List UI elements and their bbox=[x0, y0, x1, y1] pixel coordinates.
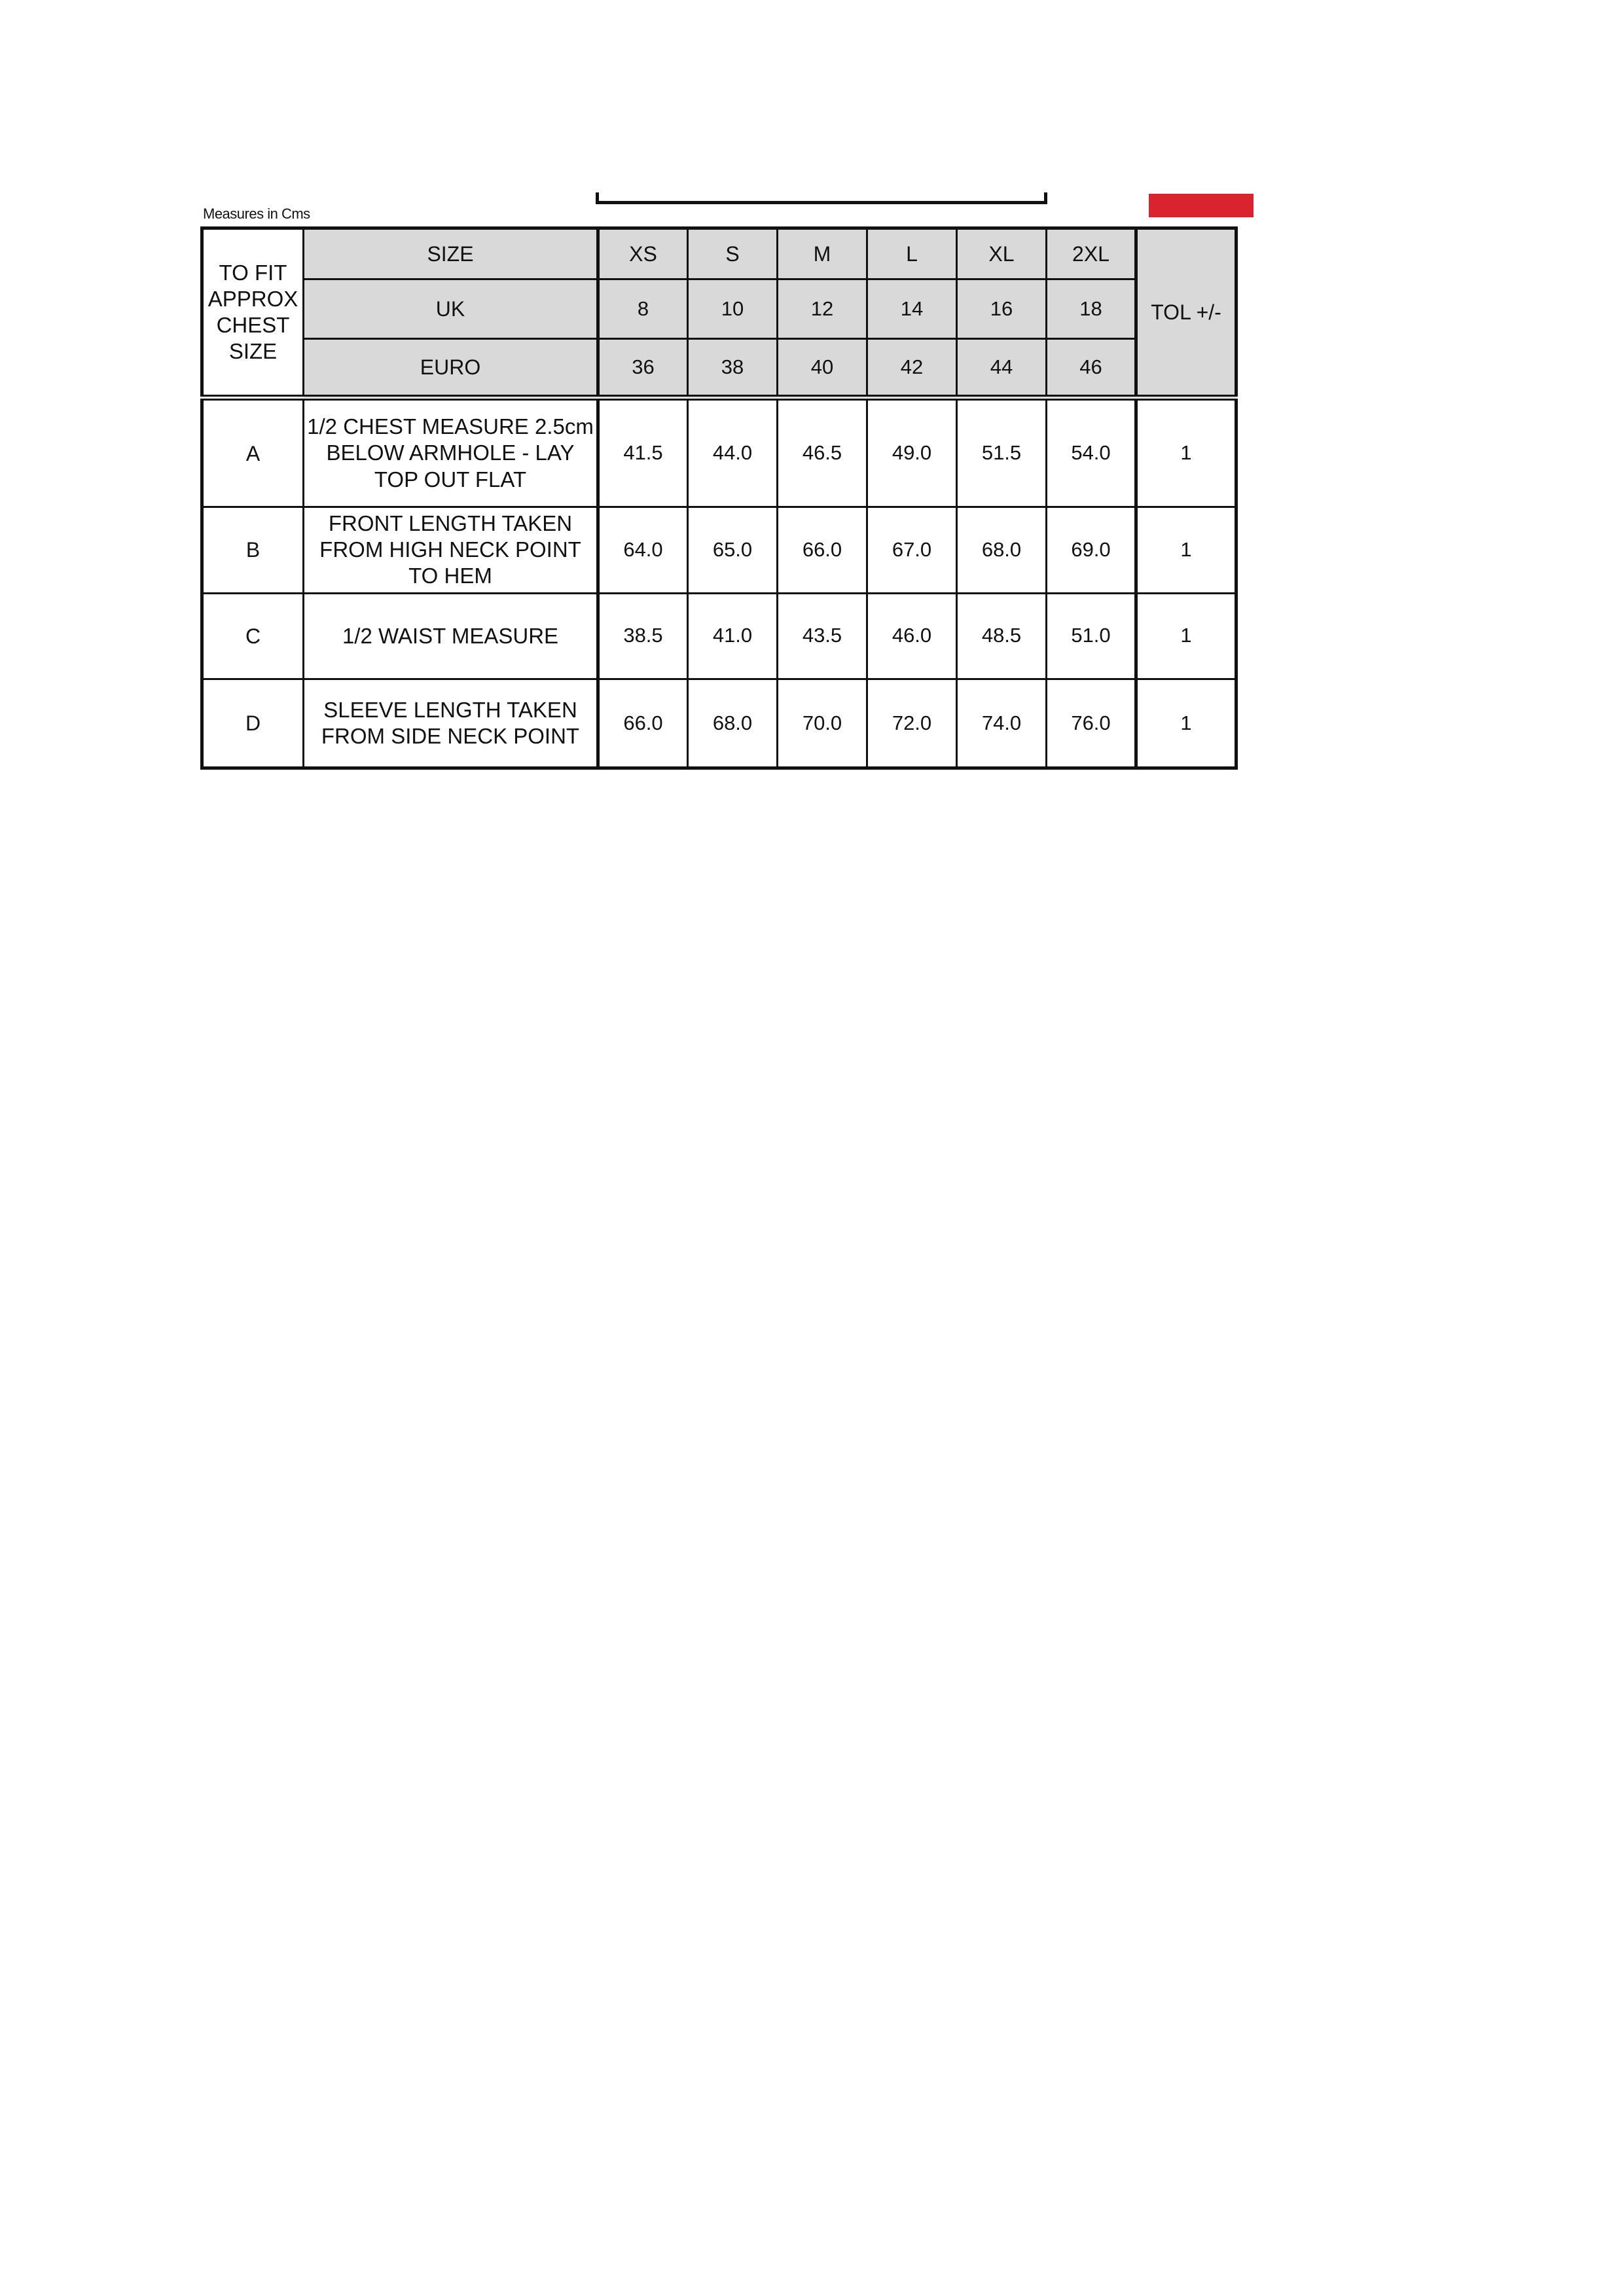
measurement-value: 41.5 bbox=[598, 398, 688, 507]
uk-size-cell: 14 bbox=[867, 279, 957, 339]
euro-size-cell: 42 bbox=[867, 338, 957, 398]
measurement-value: 66.0 bbox=[778, 507, 867, 593]
uk-header-row bbox=[202, 279, 1236, 339]
measurement-value: 68.0 bbox=[957, 507, 1047, 593]
uk-size-cell: 10 bbox=[688, 279, 778, 339]
size-chart-table bbox=[200, 226, 1238, 770]
measurement-value: 51.5 bbox=[957, 398, 1047, 507]
uk-size-cell: 8 bbox=[598, 279, 688, 339]
uk-size-cell: 16 bbox=[957, 279, 1047, 339]
measurement-value: 46.5 bbox=[778, 398, 867, 507]
measurement-row bbox=[202, 679, 1236, 768]
measurement-description: 1/2 WAIST MEASURE bbox=[304, 593, 598, 679]
size-header-row bbox=[202, 228, 1236, 279]
measurement-value: 65.0 bbox=[688, 507, 778, 593]
measurement-value: 66.0 bbox=[598, 679, 688, 768]
tolerance-value: 1 bbox=[1136, 593, 1236, 679]
measurement-code: A bbox=[202, 398, 304, 507]
measurement-description: FRONT LENGTH TAKEN FROM HIGH NECK POINT TO HEM bbox=[304, 507, 598, 593]
tolerance-header: TOL +/- bbox=[1136, 228, 1236, 398]
measurement-value: 43.5 bbox=[778, 593, 867, 679]
uk-row-label: UK bbox=[304, 279, 598, 339]
measurement-code: D bbox=[202, 679, 304, 768]
euro-row-label: EURO bbox=[304, 338, 598, 398]
tolerance-value: 1 bbox=[1136, 398, 1236, 507]
size-l: L bbox=[867, 228, 957, 279]
measurement-value: 76.0 bbox=[1047, 679, 1136, 768]
tolerance-value: 1 bbox=[1136, 507, 1236, 593]
size-m: M bbox=[778, 228, 867, 279]
measurement-code: C bbox=[202, 593, 304, 679]
euro-size-cell: 46 bbox=[1047, 338, 1136, 398]
red-color-swatch bbox=[1149, 194, 1254, 217]
measurement-value: 64.0 bbox=[598, 507, 688, 593]
measurement-value: 68.0 bbox=[688, 679, 778, 768]
tolerance-value: 1 bbox=[1136, 679, 1236, 768]
measurement-description: SLEEVE LENGTH TAKEN FROM SIDE NECK POINT bbox=[304, 679, 598, 768]
measurement-value: 48.5 bbox=[957, 593, 1047, 679]
euro-size-cell: 44 bbox=[957, 338, 1047, 398]
size-2xl: 2XL bbox=[1047, 228, 1136, 279]
measurement-value: 67.0 bbox=[867, 507, 957, 593]
measurement-value: 49.0 bbox=[867, 398, 957, 507]
measurement-value: 72.0 bbox=[867, 679, 957, 768]
size-xs: XS bbox=[598, 228, 688, 279]
euro-header-row bbox=[202, 338, 1236, 398]
euro-size-cell: 38 bbox=[688, 338, 778, 398]
header-bracket bbox=[596, 192, 1047, 204]
measurement-value: 41.0 bbox=[688, 593, 778, 679]
measurement-description: 1/2 CHEST MEASURE 2.5cm BELOW ARMHOLE - LAY TOP OUT FLAT bbox=[304, 398, 598, 507]
uk-size-cell: 18 bbox=[1047, 279, 1136, 339]
measurement-value: 51.0 bbox=[1047, 593, 1136, 679]
measurement-row bbox=[202, 593, 1236, 679]
measurement-value: 54.0 bbox=[1047, 398, 1136, 507]
euro-size-cell: 40 bbox=[778, 338, 867, 398]
size-xl: XL bbox=[957, 228, 1047, 279]
measurement-row bbox=[202, 507, 1236, 593]
size-row-label: SIZE bbox=[304, 228, 598, 279]
measurement-value: 70.0 bbox=[778, 679, 867, 768]
euro-size-cell: 36 bbox=[598, 338, 688, 398]
size-s: S bbox=[688, 228, 778, 279]
fit-chest-size-label: TO FIT APPROX CHEST SIZE bbox=[202, 228, 304, 398]
measurement-value: 74.0 bbox=[957, 679, 1047, 768]
measurement-code: B bbox=[202, 507, 304, 593]
measurement-row bbox=[202, 398, 1236, 507]
measurement-value: 44.0 bbox=[688, 398, 778, 507]
measurement-value: 38.5 bbox=[598, 593, 688, 679]
uk-size-cell: 12 bbox=[778, 279, 867, 339]
measurement-value: 46.0 bbox=[867, 593, 957, 679]
measures-unit-note: Measures in Cms bbox=[203, 206, 310, 222]
measurement-value: 69.0 bbox=[1047, 507, 1136, 593]
